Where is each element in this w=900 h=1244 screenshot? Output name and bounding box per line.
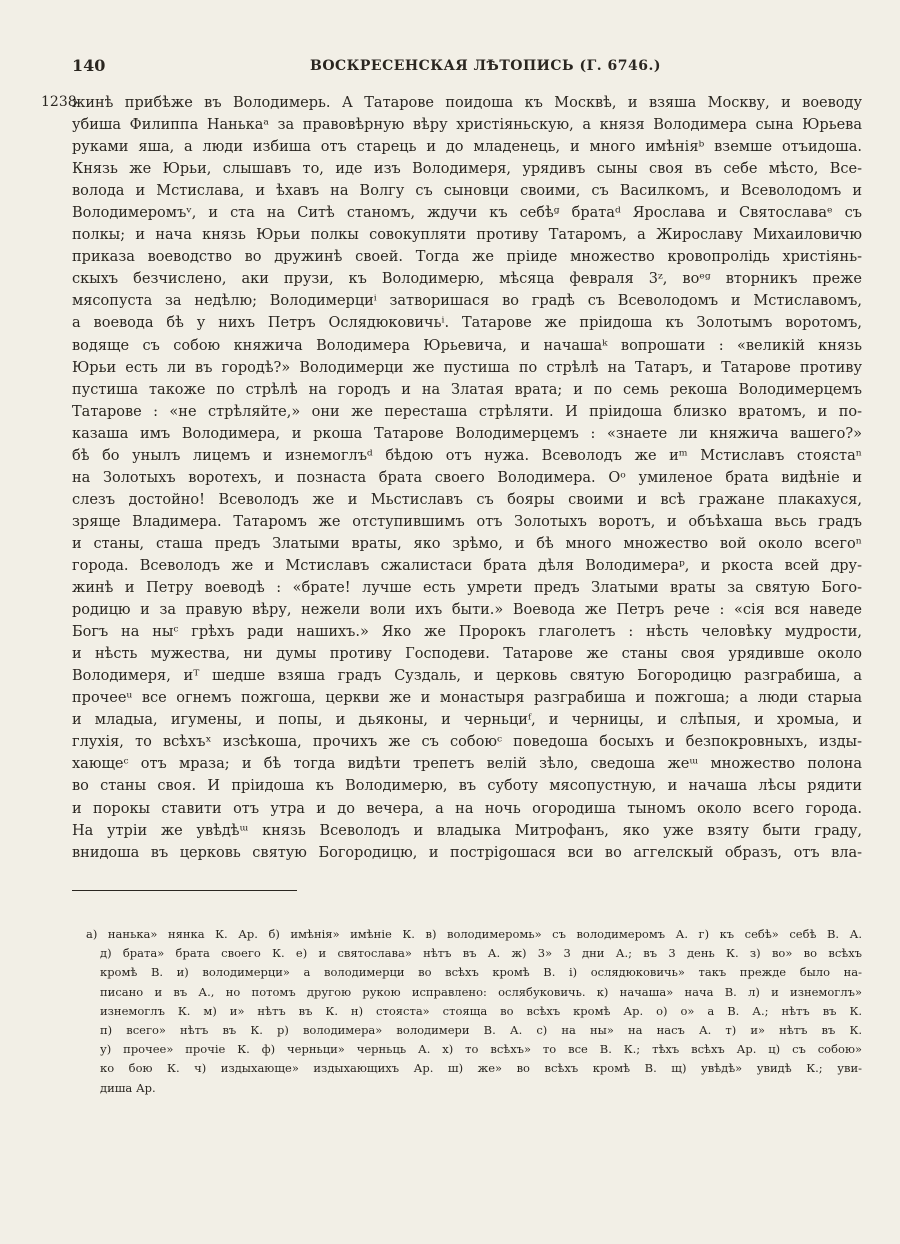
text-line: На утріи же увѣдѣᵚ князь Всеволодъ и владыка Митрофанъ, яко уже взяту быти граду, [72, 822, 862, 839]
text-line: и младыа, игумены, и попы, и дьяконы, и черньциᶠ, и черницы, и слѣпыя, и хромыа, и [72, 712, 862, 729]
footnote-line: писано и въ А., но потомъ другою рукою исправлено: ослябуковичь. к) начаша» нача В. л) и изнемоглъ» [100, 984, 862, 999]
text-line: родицю и за правую вѣру, нежели воли ихъ быти.» Воевода же Петръ рече : «сія вся наведе [72, 602, 862, 619]
text-line: волода и Мстислава, и ѣхавъ на Волгу съ сыновци своими, съ Василкомъ, и Всеволодомъ и [72, 183, 862, 200]
text-line: и станы, сташа предъ Златыми враты, яко зрѣмо, и бѣ много множество вой около всегоⁿ [72, 535, 862, 552]
text-line: на Золотыхъ воротехъ, и познаста брата своего Володимера. Оᵒ умиленое брата видѣніе и [72, 469, 862, 486]
text-line: а воевода бѣ у нихъ Петръ Ослядюковичьⁱ. Татарове же пріидоша къ Золотымъ воротомъ, [72, 315, 862, 332]
footnote-line: диша Ар. [100, 1080, 156, 1095]
text-line: слезъ достойно! Всеволодъ же и Мьстиславъ съ бояры своими и всѣ гражане плакахуся, [72, 491, 862, 508]
text-line: внидоша въ церковь святую Богородицю, и пострigoшася вси во аггелскый образъ, отъ вла- [72, 844, 862, 861]
text-line: Юрьи есть ли въ городѣ?» Володимерци же пустиша по стрѣлѣ на Татаръ, и Татарове противу [72, 359, 862, 376]
text-line: зряще Владимера. Татаромъ же отступившимъ отъ Золотыхъ воротъ, и объѣхаша вьсь градъ [72, 513, 862, 530]
footnote-line: у) прочее» прочіе К. ф) черньци» черньць А. х) то всѣхъ» то все В. К.; тѣхъ всѣхъ Ар. ц) съ собою» [100, 1042, 862, 1057]
page-header [0, 56, 900, 80]
text-line: Володимеромъᵛ, и ста на Ситѣ станомъ, ждучи къ себѣᵍ братаᵈ Ярослава и Святославаᵉ съ [72, 205, 862, 222]
margin-year: 1238 [41, 94, 77, 110]
footnotes [86, 925, 862, 1098]
footnote-line: а) нанька» нянка К. Ар. б) имѣнія» имѣніе К. в) володимеромь» съ володимеромъ А. г) къ себѣ» себѣ В. А. [86, 927, 862, 941]
footnote-divider [72, 890, 297, 891]
text-line: Богъ на ныᶜ грѣхъ ради нашихъ.» Яко же Пророкъ глаголетъ : нѣсть человѣку мудрости, [72, 624, 862, 641]
footnote-line: изнемоглъ К. м) и» нѣтъ въ К. н) стоястa» стояща во всѣхъ кромѣ Ар. о) о» а В. А.; нѣтъ въ К. [100, 1003, 862, 1018]
footnote-line: д) брата» брата своего К. е) и святослава» нѣтъ въ А. ж) 3» 3 дни А.; въ 3 день К. з) во» во всѣхъ [100, 946, 862, 961]
text-line: Князь же Юрьи, слышавъ то, иде изъ Володимеря, урядивъ сыны своя въ себе мѣсто, Все- [72, 161, 862, 178]
running-head: ВОСКРЕСЕНСКАЯ ЛѢТОПИСЬ (Г. 6746.) [310, 58, 661, 74]
text-line: бѣ бо унылъ лицемъ и изнемоглъᵈ бѣдою отъ нужа. Всеволодъ же иᵐ Мстиславъ стоястаⁿ [72, 447, 862, 464]
text-line: приказа воеводство во дружинѣ своей. Тогда же пріиде множество кровопролідь христіянь- [72, 249, 862, 266]
page-number: 140 [72, 56, 106, 75]
text-line: хающеᶜ отъ мраза; и бѣ тогда видѣти трепетъ велій зѣло, сведоша жеᵚ множество полона [72, 756, 862, 773]
text-line: казаша имъ Володимера, и ркоша Татарове Володимерцемъ : «знаете ли княжича вашего?» [72, 425, 862, 442]
text-line: во станы своя. И пріидоша къ Володимерю, въ суботу мясопустную, и начаша лѣсы рядити [72, 778, 862, 795]
text-line: глухія, то всѣхъˣ изсѣкоша, прочихъ же съ собоюᶜ поведоша босыхъ и безпокровныхъ, изды- [72, 734, 862, 751]
text-line: убиша Филиппа Нанькаᵃ за правовѣрную вѣру христіяньскую, а князя Володимера сына Юрьева [72, 117, 862, 134]
text-line: водяще съ собою княжича Володимера Юрьевича, и начашаᵏ вопрошати : «великій князь [72, 337, 862, 354]
text-line: пустиша такоже по стрѣлѣ на городъ и на Златая врата; и по семь рекоша Володимерцемъ [72, 381, 862, 398]
footnote-line: ко бою К. ч) издыхающе» издыхающихъ Ар. ш) же» во всѣхъ кромѣ В. щ) увѣдѣ» увидѣ К.; уви- [100, 1061, 862, 1076]
text-line: и нѣсть мужества, ни думы противу Господеви. Татарове же станы своя урядивше около [72, 646, 862, 663]
main-text [72, 92, 862, 864]
text-line: прочееᵘ все огнемъ пожгоша, церкви же и монастыря разграбиша и пожгоша; а люди старыа [72, 690, 862, 707]
footnote-line: кромѣ В. и) володимерци» а володимерци во всѣхъ кромѣ В. і) ослядюковичь» такъ прежде было на- [100, 965, 862, 980]
text-line: города. Всеволодъ же и Мстиславъ сжалистаси брата дѣля Володимераᵖ, и ркоста всей дру- [72, 557, 862, 574]
text-line: жинѣ прибѣже въ Володимерь. А Татарове поидоша къ Москвѣ, и взяша Москву, и воеводу [72, 95, 862, 111]
text-line: руками яша, а люди избиша отъ старець и до младенець, и много имѣніяᵇ вземше отъидоша. [72, 139, 862, 156]
text-line: и порокы ставити отъ утра и до вечера, а на ночь огородиша тыномъ около всего города. [72, 800, 862, 817]
footnote-line: п) всего» нѣтъ въ К. р) володимера» володимери В. А. с) на ны» на насъ А. т) и» нѣтъ въ К. [100, 1022, 862, 1037]
text-line: полкы; и нача князь Юрьи полкы совокупляти противу Татаромъ, а Жирославу Михаиловичю [72, 227, 862, 244]
text-line: Татарове : «не стрѣляйте,» они же пересташа стрѣляти. И пріидоша близко вратомъ, и по- [72, 403, 862, 420]
text-line: жинѣ и Петру воеводѣ : «брате! лучше есть умрети предъ Златыми враты за святую Бого- [72, 580, 862, 597]
text-line: мясопуста за недѣлю; Володимерциⁱ затворишася во градѣ съ Всеволодомъ и Мстиславомъ, [72, 293, 862, 310]
text-line: Володимеря, иᵀ шедше взяша градъ Суздаль, и церковь святую Богородицю разграбиша, а [72, 668, 862, 685]
text-line: скыхъ безчислено, аки прузи, къ Володимерю, мѣсяца февраля 3ᶻ, воᵉᵍ вторникъ преже [72, 271, 862, 288]
